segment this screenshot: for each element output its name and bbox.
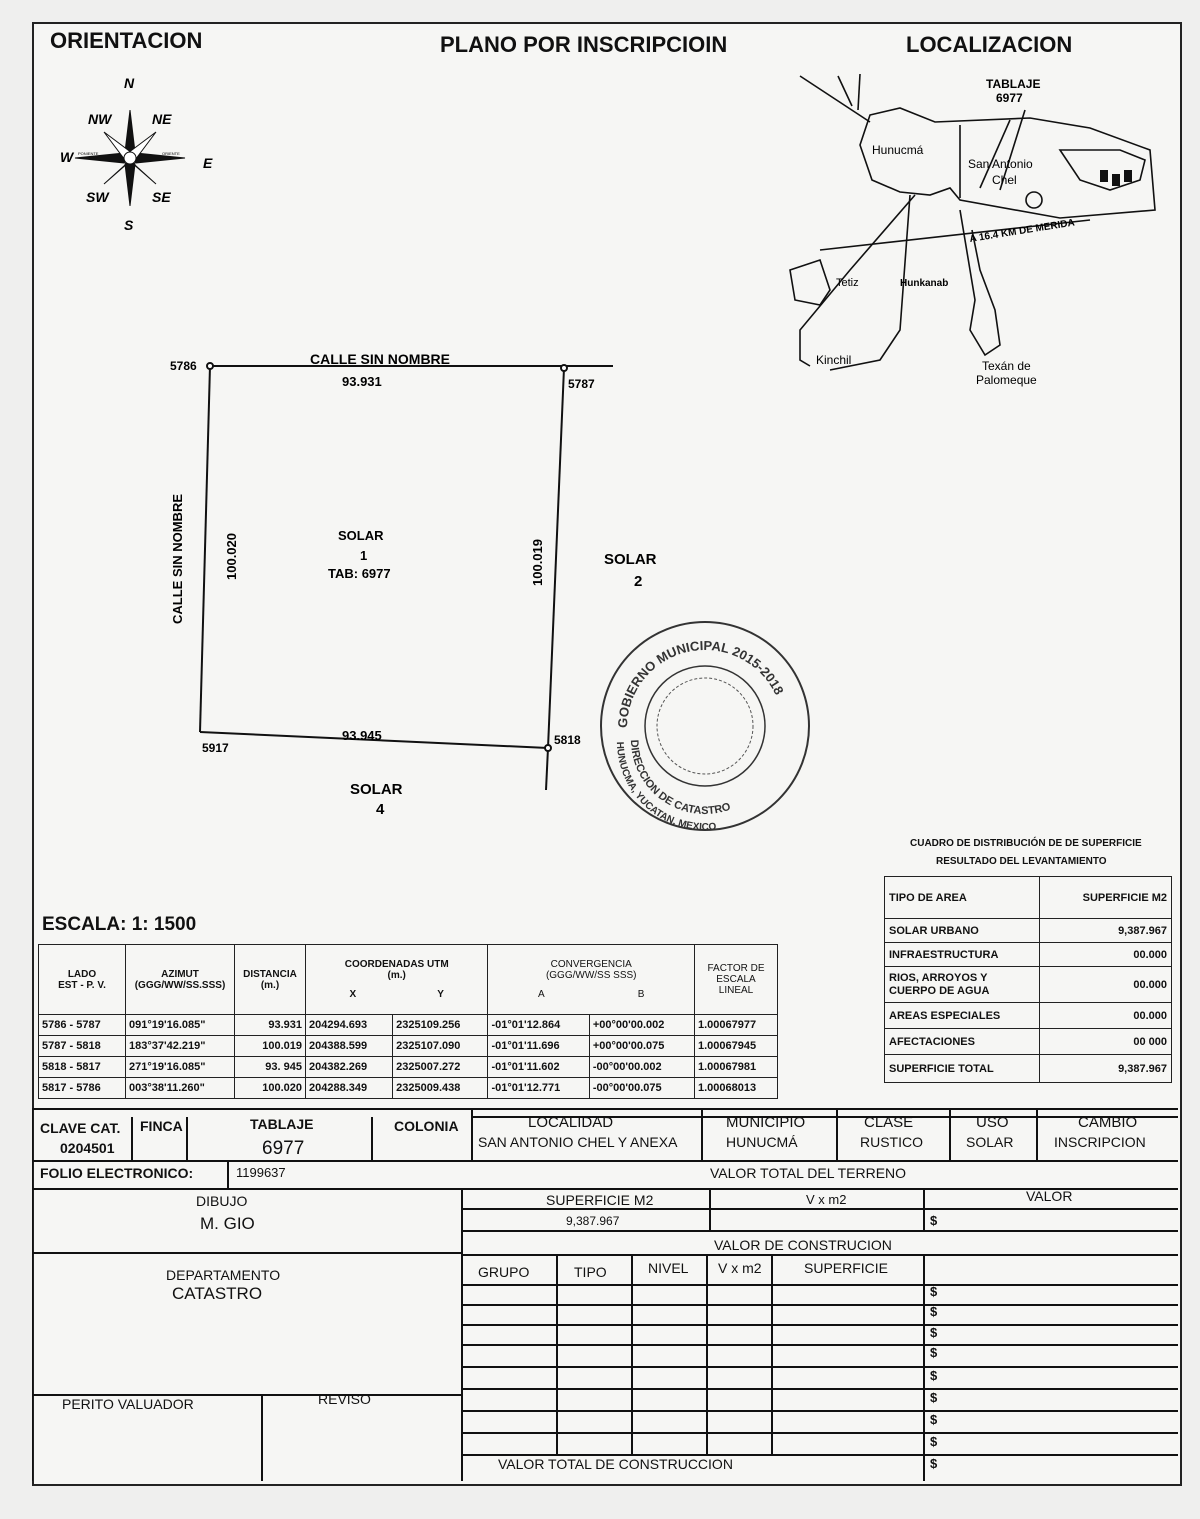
surface-title: CUADRO DE DISTRIBUCIÓN DE DE SUPERFICIE [910, 838, 1142, 849]
map-hunucma: Hunucmá [872, 143, 924, 157]
map-tablaje-num: 6977 [996, 91, 1023, 105]
col-b: B [637, 989, 645, 1000]
surface-header-area: SUPERFICIE M2 [1040, 877, 1172, 919]
svg-text:HUNUCMA, YUCATAN, MEXICO [614, 742, 717, 833]
compass-n: N [124, 75, 135, 91]
dollar-row-7: $ [930, 1412, 938, 1427]
plot-plan [150, 340, 670, 840]
solar2-number: 2 [634, 573, 643, 590]
compass-poniente: PONIENTE [78, 151, 99, 156]
solar4-number: 4 [376, 801, 385, 818]
cell-y: 2325107.090 [393, 1036, 488, 1057]
survey-row [39, 1036, 778, 1057]
col-lado-sub: EST - P. V. [58, 979, 106, 991]
localidad-label: LOCALIDAD [528, 1114, 614, 1131]
localidad-value: SAN ANTONIO CHEL Y ANEXA [478, 1134, 678, 1150]
map-texan: Texán de [982, 359, 1031, 373]
cell-azimut: 003°38'11.260" [126, 1078, 235, 1099]
surface-type: SUPERFICIE TOTAL [885, 1055, 1040, 1083]
finca-label: FINCA [140, 1118, 183, 1134]
surface-value: 9,387.967 [1040, 1055, 1172, 1083]
dollar-row-9: $ [930, 1456, 938, 1471]
tablaje-label: TABLAJE [250, 1116, 314, 1132]
dollar-row-1: $ [930, 1284, 938, 1299]
location-map [760, 70, 1170, 400]
surface-value: 00.000 [1040, 967, 1172, 1003]
colonia-label: COLONIA [394, 1118, 459, 1134]
clave-cat-value: 0204501 [60, 1140, 115, 1156]
compass-nw: NW [88, 111, 112, 127]
street-left-label: CALLE SIN NOMBRE [170, 494, 185, 624]
cell-lado: 5786 - 5787 [39, 1015, 126, 1036]
cell-y: 2325007.272 [393, 1057, 488, 1078]
clase-label: CLASE [864, 1114, 914, 1131]
municipio-label: MUNICIPIO [726, 1114, 806, 1131]
tipo-label: TIPO [574, 1264, 607, 1280]
map-chel: Chel [992, 173, 1017, 187]
tablaje-value: 6977 [262, 1138, 305, 1159]
reviso-label: REVISO [318, 1391, 371, 1407]
cell-lado: 5817 - 5786 [39, 1078, 126, 1099]
cell-factor: 1.00067945 [695, 1036, 778, 1057]
col-y: Y [437, 989, 444, 1000]
nivel-label: NIVEL [648, 1260, 689, 1276]
superficie-construccion-label: SUPERFICIE [804, 1260, 889, 1276]
compass-oriente: ORIENTE [162, 151, 180, 156]
col-coordenadas: COORDENADAS UTM [344, 959, 449, 970]
surface-value: 00.000 [1040, 943, 1172, 967]
surface-type: SOLAR URBANO [885, 919, 1040, 943]
cambio-label: CAMBIO [1078, 1114, 1138, 1131]
map-palomeque: Palomeque [976, 373, 1037, 387]
cell-distancia: 100.019 [235, 1036, 306, 1057]
cell-x: 204288.349 [306, 1078, 393, 1099]
solar1-number: 1 [360, 548, 368, 563]
dollar-row-2: $ [930, 1304, 938, 1319]
solar1-tablaje: TAB: 6977 [328, 566, 391, 581]
surface-type: AFECTACIONES [885, 1029, 1040, 1055]
scale-label: ESCALA: 1: 1500 [42, 914, 197, 935]
cell-a: -01°01'12.771 [488, 1078, 589, 1099]
col-distancia: DISTANCIA [243, 968, 297, 980]
compass-se: SE [152, 189, 171, 205]
compass-sw: SW [86, 189, 109, 205]
plan-title: PLANO POR INSCRIPCIOIN [440, 32, 728, 57]
survey-table [38, 944, 778, 1099]
cell-distancia: 93. 945 [235, 1057, 306, 1078]
vertex-5818: 5818 [554, 733, 581, 747]
cambio-value: INSCRIPCION [1054, 1134, 1146, 1150]
col-convergencia: CONVERGENCIA [550, 959, 632, 970]
surface-type: AREAS ESPECIALES [885, 1003, 1040, 1029]
departamento-value: CATASTRO [172, 1284, 263, 1303]
cell-a: -01°01'11.696 [488, 1036, 589, 1057]
dollar-row-5: $ [930, 1368, 938, 1383]
compass-w: W [60, 149, 74, 165]
dollar-row-8: $ [930, 1434, 938, 1449]
cell-a: -01°01'11.602 [488, 1057, 589, 1078]
col-coordenadas-sub: (m.) [387, 970, 406, 981]
cell-x: 204388.599 [306, 1036, 393, 1057]
seal-bottom-text: DIRECCION DE CATASTRO [627, 739, 733, 818]
distance-right: 100.019 [530, 539, 545, 586]
col-x: X [349, 989, 357, 1000]
col-a: A [538, 989, 545, 1000]
solar2-label: SOLAR [604, 551, 657, 568]
distance-top: 93.931 [342, 374, 382, 389]
col-convergencia-sub: (GGG/WW/SS SSS) [545, 970, 637, 981]
col-lado: LADO [67, 968, 97, 980]
surface-table [884, 876, 1172, 1083]
clave-cat-label: CLAVE CAT. [40, 1120, 121, 1136]
clase-value: RUSTICO [860, 1134, 923, 1150]
distance-bottom: 93.945 [342, 728, 382, 743]
compass-rose-icon [40, 70, 240, 240]
vertex-5787: 5787 [568, 377, 595, 391]
cell-x: 204294.693 [306, 1015, 393, 1036]
cell-b: +00°00'00.075 [589, 1036, 694, 1057]
col-distancia-sub: (m.) [260, 979, 280, 991]
cell-factor: 1.00068013 [695, 1078, 778, 1099]
surface-type: RIOS, ARROYOS Y CUERPO DE AGUA [885, 967, 1040, 1003]
folio-value: 1199637 [236, 1165, 286, 1180]
perito-label: PERITO VALUADOR [62, 1396, 194, 1412]
cell-factor: 1.00067981 [695, 1057, 778, 1078]
cell-y: 2325009.438 [393, 1078, 488, 1099]
surface-subtitle: RESULTADO DEL LEVANTAMIENTO [936, 856, 1107, 867]
vertex-5917: 5917 [202, 741, 229, 755]
vxm2-label: V x m2 [806, 1192, 847, 1207]
survey-row [39, 1015, 778, 1036]
col-factor-3: LINEAL [718, 985, 754, 996]
superficie-m2-label: SUPERFICIE M2 [546, 1192, 654, 1208]
cell-b: +00°00'00.002 [589, 1015, 694, 1036]
col-factor-2: ESCALA [716, 974, 756, 985]
map-road: A 16.4 KM DE MERIDA [968, 217, 1076, 245]
map-tablaje: TABLAJE [986, 77, 1041, 91]
valor-construccion-label: VALOR DE CONSTRUCION [714, 1237, 892, 1253]
cell-distancia: 93.931 [235, 1015, 306, 1036]
survey-row [39, 1078, 778, 1099]
vertex-5786: 5786 [170, 359, 197, 373]
map-hunkanab: Hunkanab [900, 278, 949, 289]
dibujo-value: M. GIO [200, 1214, 255, 1233]
cell-x: 204382.269 [306, 1057, 393, 1078]
solar1-label: SOLAR [338, 528, 384, 543]
cell-azimut: 183°37'42.219" [126, 1036, 235, 1057]
surface-value: 00.000 [1040, 1003, 1172, 1029]
dollar-row-3: $ [930, 1325, 938, 1340]
seal-bottom-text-2: HUNUCMA, YUCATAN, MEXICO [613, 741, 717, 834]
survey-row [39, 1057, 778, 1078]
municipio-value: HUNUCMÁ [726, 1134, 798, 1150]
cell-y: 2325109.256 [393, 1015, 488, 1036]
surface-type: INFRAESTRUCTURA [885, 943, 1040, 967]
surface-value: 00 000 [1040, 1029, 1172, 1055]
valor-dollar: $ [930, 1213, 938, 1228]
cell-factor: 1.00067977 [695, 1015, 778, 1036]
cell-b: -00°00'00.075 [589, 1078, 694, 1099]
dibujo-label: DIBUJO [196, 1193, 248, 1209]
cell-lado: 5787 - 5818 [39, 1036, 126, 1057]
cell-b: -00°00'00.002 [589, 1057, 694, 1078]
seal-top-text: GOBIERNO MUNICIPAL 2015-2018 [614, 637, 787, 729]
compass-s: S [124, 217, 134, 233]
map-san-antonio: San Antonio [968, 157, 1033, 171]
superficie-m2-value: 9,387.967 [566, 1214, 620, 1228]
cell-azimut: 271°19'16.085" [126, 1057, 235, 1078]
surface-value: 9,387.967 [1040, 919, 1172, 943]
solar4-label: SOLAR [350, 781, 403, 798]
distance-left: 100.020 [224, 533, 239, 580]
uso-label: USO [976, 1114, 1009, 1131]
map-tetiz: Tetiz [836, 277, 859, 289]
compass-e: E [203, 155, 213, 171]
surface-header-type: TIPO DE AREA [885, 877, 1040, 919]
svg-text:GOBIERNO MUNICIPAL 2015-2018 [615, 638, 787, 728]
departamento-label: DEPARTAMENTO [166, 1267, 281, 1283]
compass-ne: NE [152, 111, 172, 127]
cell-distancia: 100.020 [235, 1078, 306, 1099]
cell-a: -01°01'12.864 [488, 1015, 589, 1036]
orientation-heading: ORIENTACION [50, 28, 203, 53]
valor-label: VALOR [1026, 1188, 1073, 1204]
cell-lado: 5818 - 5817 [39, 1057, 126, 1078]
valor-total-construccion-label: VALOR TOTAL DE CONSTRUCCION [498, 1456, 733, 1472]
location-heading: LOCALIZACION [906, 32, 1073, 57]
uso-value: SOLAR [966, 1134, 1014, 1150]
street-top-label: CALLE SIN NOMBRE [310, 351, 450, 367]
valor-terreno-label: VALOR TOTAL DEL TERRENO [710, 1165, 907, 1181]
cell-azimut: 091°19'16.085" [126, 1015, 235, 1036]
dollar-row-6: $ [930, 1390, 938, 1405]
map-kinchil: Kinchil [816, 353, 852, 367]
col-azimut: AZIMUT [161, 968, 199, 980]
vxm2-construccion-label: V x m2 [718, 1260, 762, 1276]
municipal-seal-stamp [595, 616, 815, 834]
dollar-row-4: $ [930, 1345, 938, 1360]
folio-label: FOLIO ELECTRONICO: [40, 1165, 194, 1181]
col-azimut-sub: (GGG/WW/SS.SSS) [134, 979, 226, 991]
grupo-label: GRUPO [478, 1264, 530, 1280]
col-factor: FACTOR DE [707, 963, 765, 974]
